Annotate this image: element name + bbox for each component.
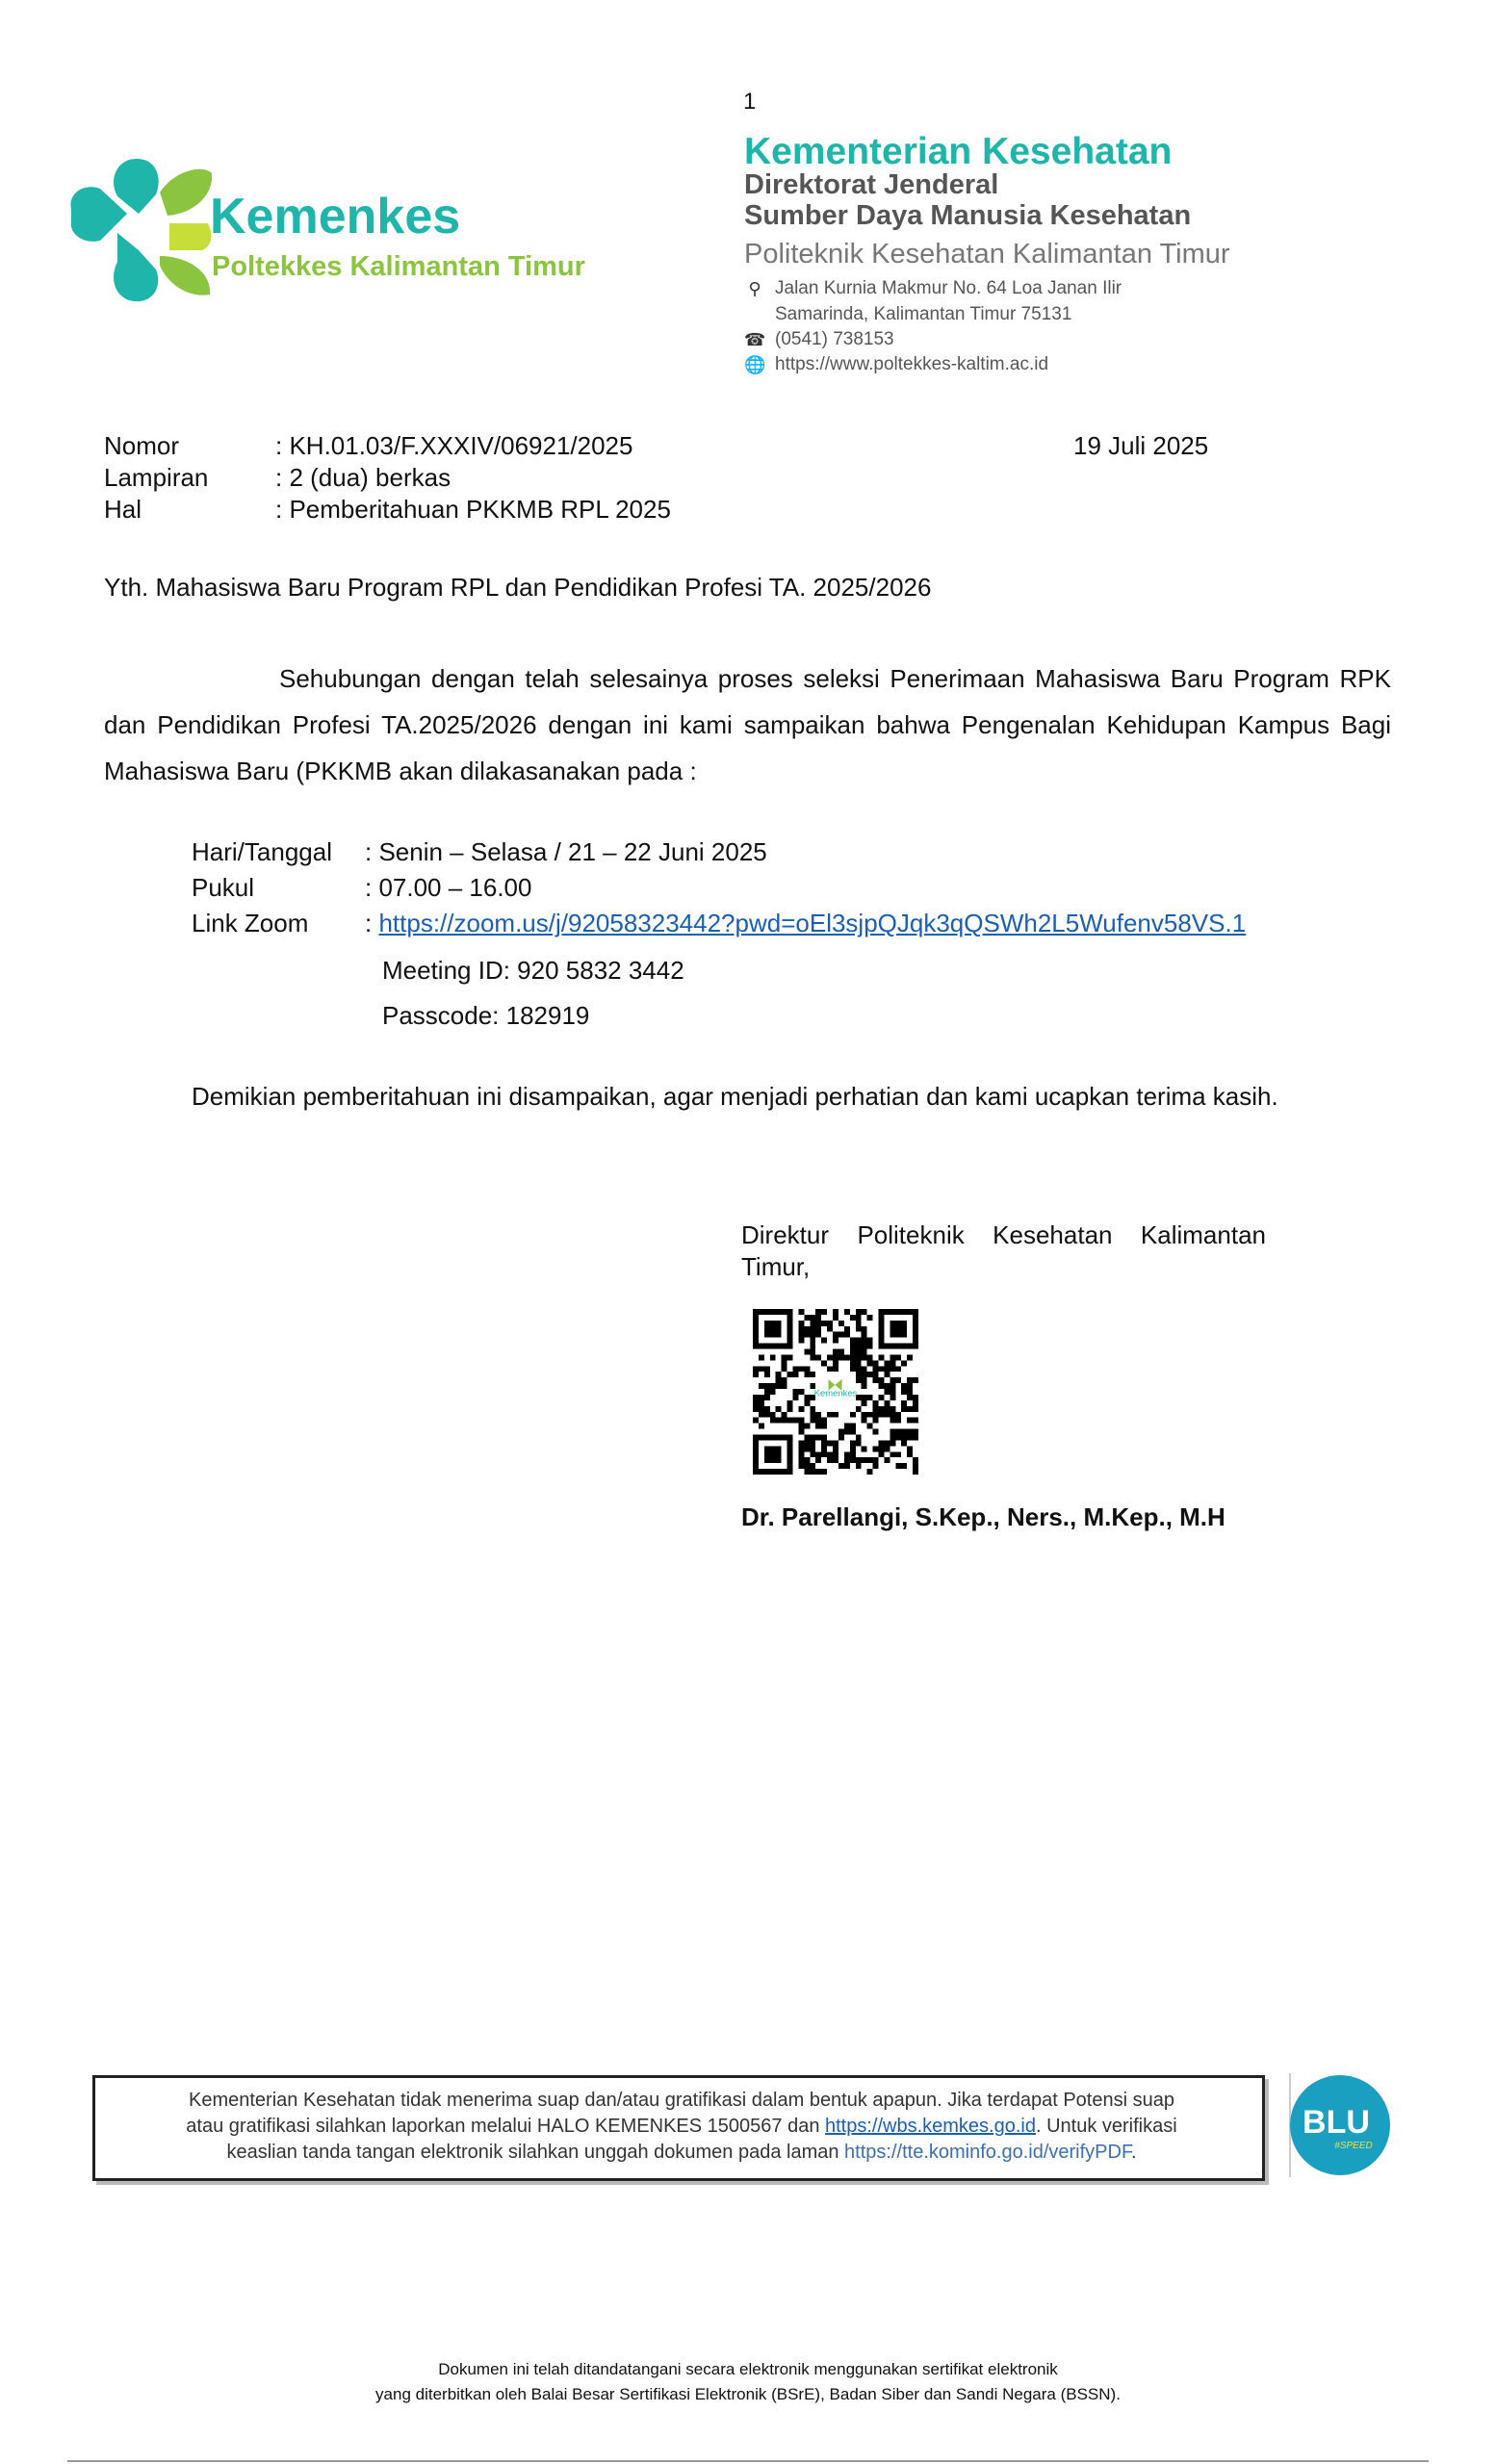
passcode: Passcode: 182919 (382, 1001, 590, 1030)
footer-line1: Dokumen ini telah ditandatangani secara elektronik menggunakan sertifikat elektronik (438, 2360, 1058, 2378)
globe-icon: 🌐 (744, 354, 766, 374)
meta-nomor (104, 431, 632, 461)
nomor-label: Nomor (104, 431, 180, 460)
kemenkes-logo (67, 154, 626, 308)
lampiran-value: : 2 (dua) berkas (275, 463, 451, 492)
address-line2: Samarinda, Kalimantan Timur 75131 (775, 304, 1072, 324)
body-paragraph (104, 655, 1391, 794)
wbs-link[interactable]: https://wbs.kemkes.go.id (825, 2116, 1036, 2137)
zoom-link[interactable]: https://zoom.us/j/92058323442?pwd=oEl3sjpQJqk3qQSWh2L5Wufenv58VS.1 (378, 909, 1247, 937)
letterhead-directorate: Direktorat Jenderal (744, 169, 999, 200)
letterhead-institution: Politeknik Kesehatan Kalimantan Timur (744, 239, 1230, 270)
letterhead-phone (744, 329, 894, 350)
day-label: Hari/Tanggal (192, 837, 332, 866)
disclaimer-line1: Kementerian Kesehatan tidak menerima suap dan/atau gratifikasi dalam bentuk apapun. Jika terdapat Potensi suap (189, 2090, 1174, 2111)
letterhead-address (744, 278, 1122, 299)
logo-subtitle: Poltekkes Kalimantan Timur (212, 251, 585, 282)
day-value: : Senin – Selasa / 21 – 22 Juni 2025 (365, 837, 767, 866)
paragraph-text: Sehubungan dengan telah selesainya proses seleksi Penerimaan Mahasiswa Baru Program RPK dan Pendidikan Profesi TA.2025/2026 dengan ini kami sampaikan bahwa Pengenalan Kehidupan Kampus Bagi Mahasiswa Baru (PKKMB akan dilakasanakan pada : (104, 664, 1391, 785)
meta-lampiran (104, 463, 451, 493)
schedule-time (192, 873, 531, 903)
disclaimer-text (106, 2088, 1257, 2166)
qr-logo-text: Kemenkes (813, 1388, 858, 1399)
disclaimer-line2: atau gratifikasi silahkan laporkan melalui HALO KEMENKES 1500567 dan https://wbs.kemkes.go.id. Untuk verifikasi (186, 2116, 1177, 2137)
blu-speed-text: #SPEED (1334, 2141, 1373, 2151)
qr-code (753, 1309, 918, 1475)
meeting-id: Meeting ID: 920 5832 3442 (382, 956, 684, 985)
hal-value: : Pemberitahuan PKKMB RPL 2025 (275, 495, 671, 524)
lampiran-label: Lampiran (104, 463, 209, 492)
recipient: Yth. Mahasiswa Baru Program RPL dan Pendidikan Profesi TA. 2025/2026 (104, 573, 932, 602)
kemenkes-emblem-icon (70, 159, 212, 301)
time-label: Pukul (192, 873, 255, 902)
disclaimer-line3: keaslian tanda tangan elektronik silahkan unggah dokumen pada laman https://tte.kominfo.go.id/verifyPDF. (226, 2142, 1137, 2163)
hal-label: Hal (104, 495, 142, 524)
letterhead-website (744, 354, 1048, 375)
phone-icon: ☎ (744, 329, 766, 349)
verify-pdf-link[interactable]: https://tte.kominfo.go.id/verifyPDF (844, 2142, 1131, 2163)
letterhead-directorate-sub: Sumber Daya Manusia Kesehatan (744, 200, 1192, 231)
footer-line2: yang diterbitkan oleh Balai Besar Sertifikasi Elektronik (BSrE), Badan Siber dan Sandi Negara (BSSN). (375, 2385, 1121, 2403)
location-pin-icon: ⚲ (748, 278, 761, 298)
footer-rule (67, 2460, 1429, 2462)
blu-text: BLU (1303, 2104, 1370, 2141)
signer-name: Dr. Parellangi, S.Kep., Ners., M.Kep., M.H (741, 1502, 1225, 1531)
address-line1: Jalan Kurnia Makmur No. 64 Loa Janan Ilir (775, 278, 1122, 298)
letterhead-address-2 (744, 304, 1071, 325)
nomor-value: : KH.01.03/F.XXXIV/06921/2025 (275, 431, 633, 460)
page-number: 1 (743, 89, 757, 115)
website-url[interactable]: https://www.poltekkes-kaltim.ac.id (775, 354, 1049, 374)
phone-number: (0541) 738153 (775, 329, 894, 349)
meta-hal (104, 495, 671, 525)
blu-speed-logo (1286, 2071, 1394, 2179)
signer-position: Direktur Politeknik Kesehatan Kalimantan Timur, (741, 1220, 1266, 1281)
zoom-colon: : (365, 909, 373, 937)
closing-statement: Demikian pemberitahuan ini disampaikan, agar menjadi perhatian dan kami ucapkan terima kasih. (192, 1082, 1278, 1111)
letter-date: 19 Juli 2025 (1073, 431, 1209, 460)
schedule-day (192, 837, 767, 867)
schedule-zoom (192, 909, 1246, 938)
time-value: : 07.00 – 16.00 (365, 873, 532, 902)
zoom-label: Link Zoom (192, 909, 309, 937)
letterhead-ministry: Kementerian Kesehatan (744, 131, 1173, 172)
logo-title: Kemenkes (210, 189, 461, 244)
